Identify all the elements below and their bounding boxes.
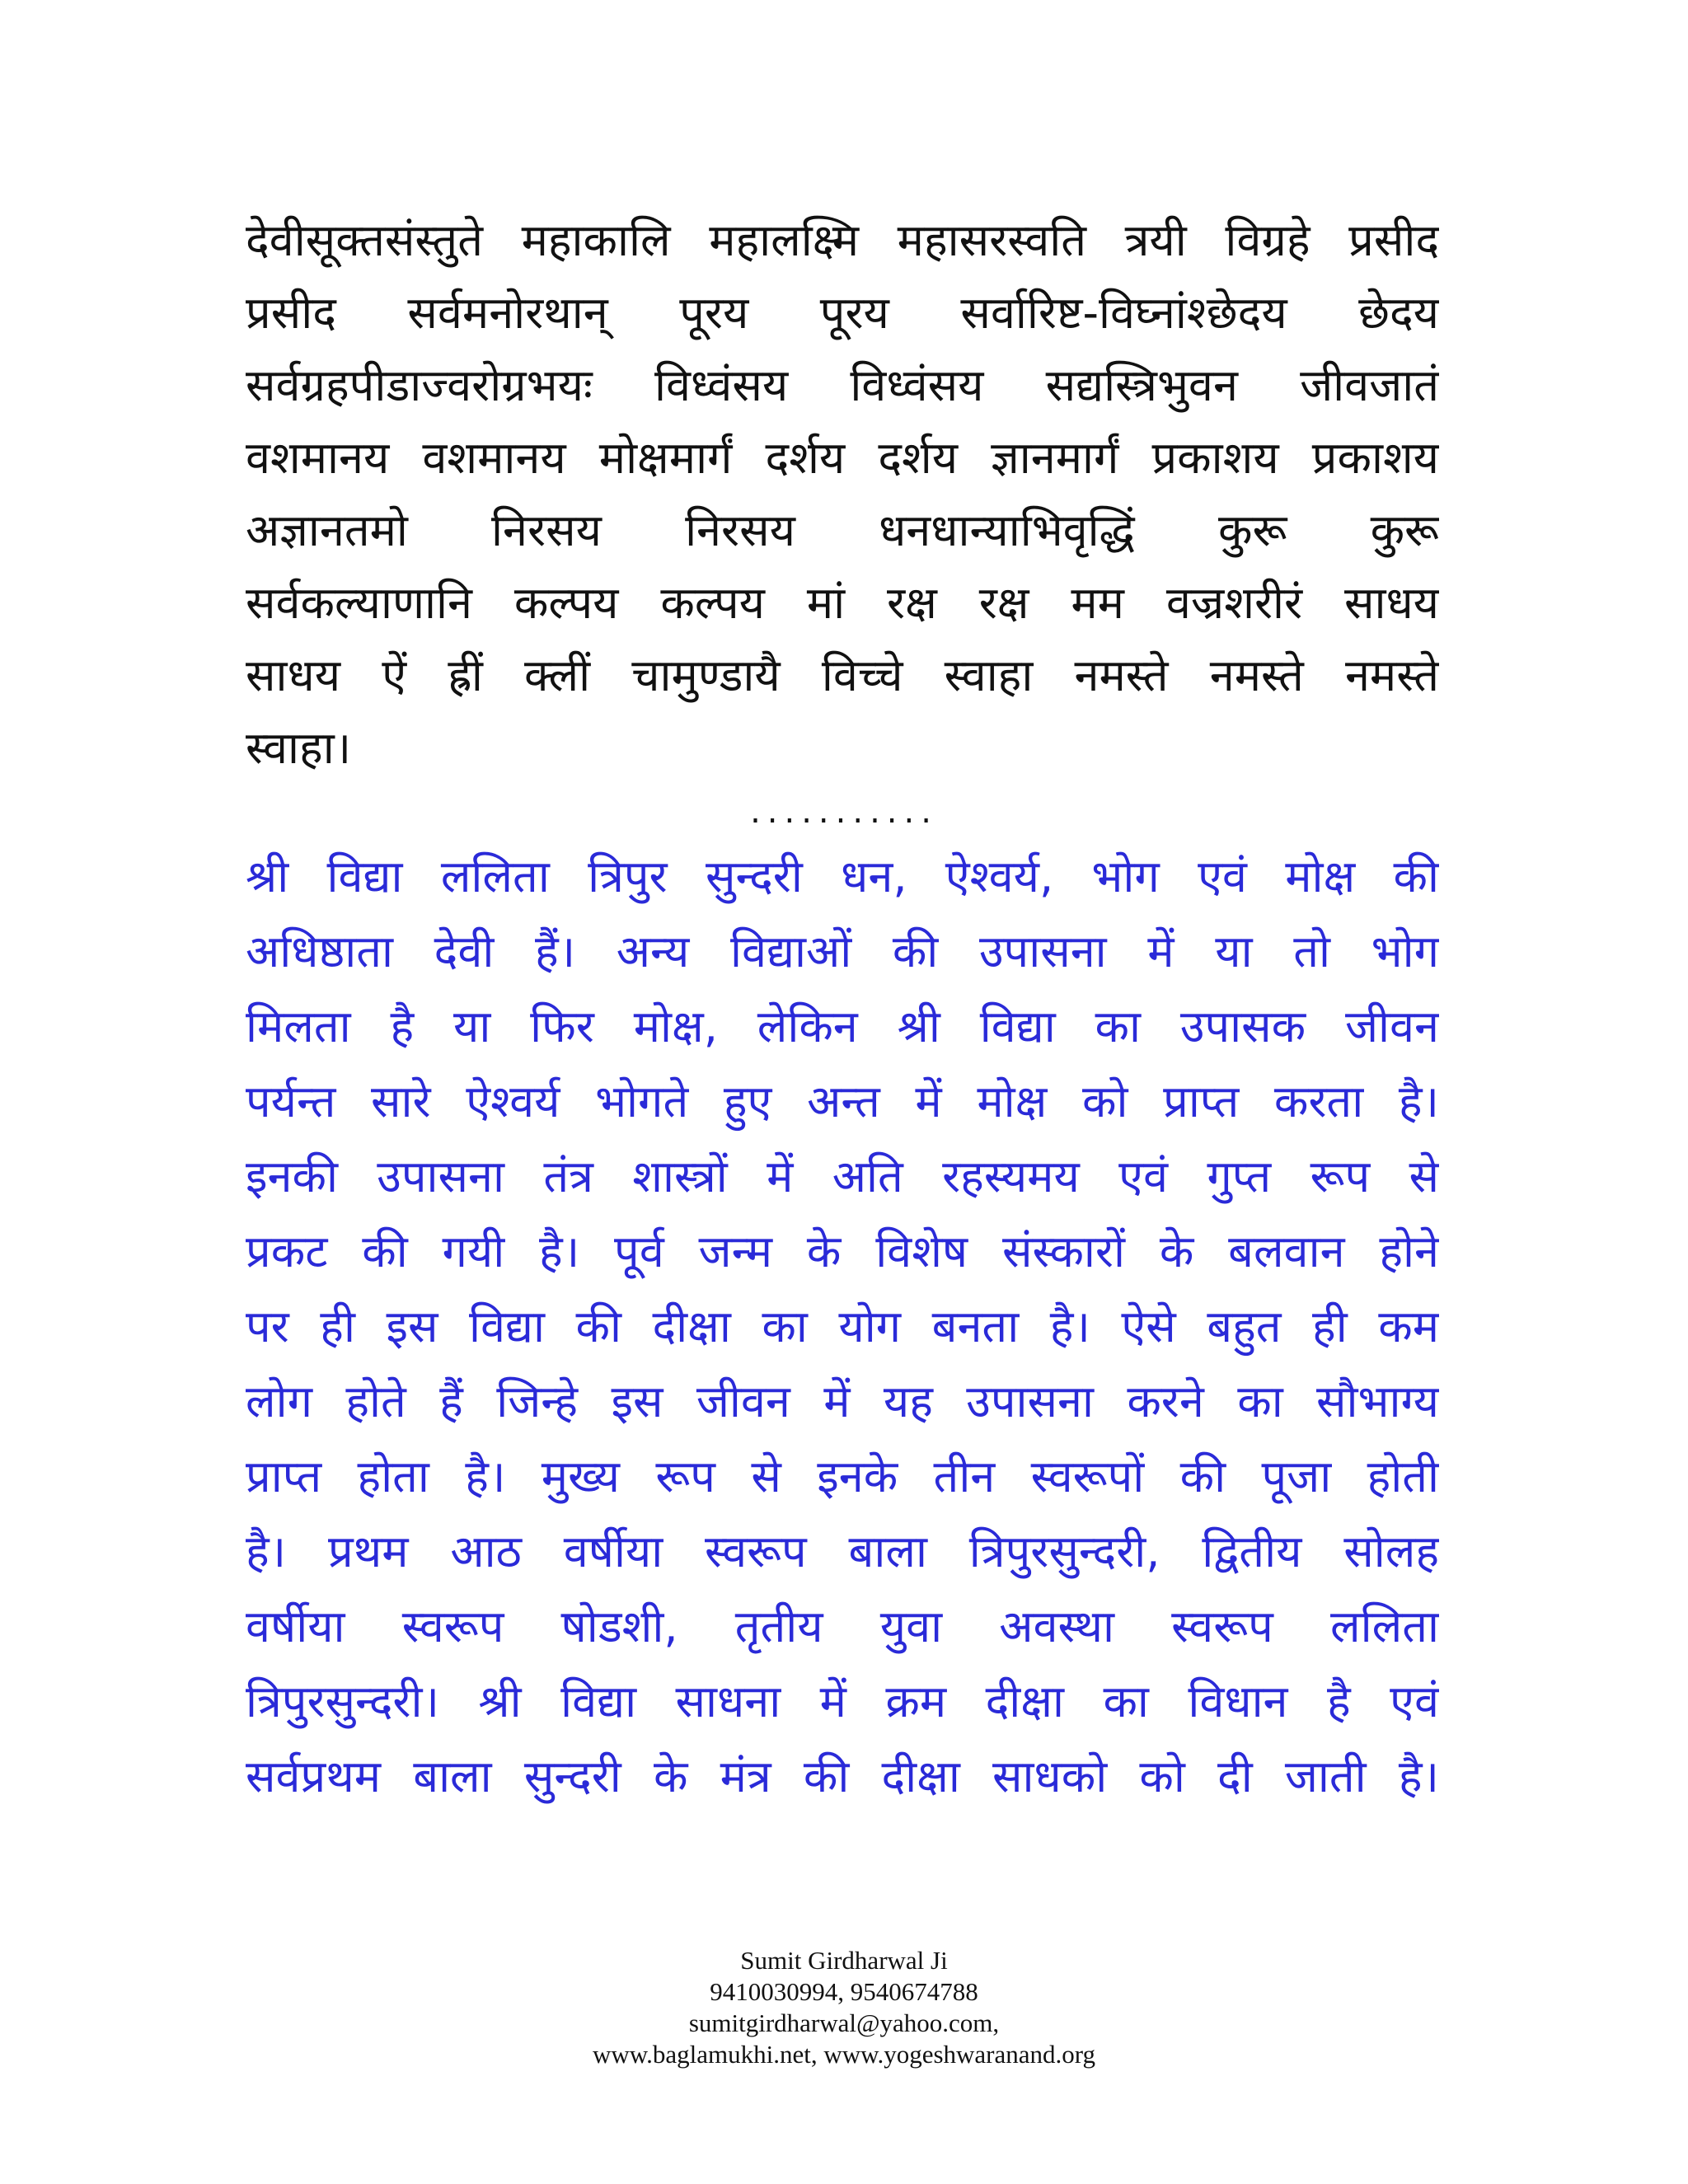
description-line: पर्यन्त सारे ऐश्वर्य भोगते हुए अन्त में मोक्ष को प्राप्त करता है।: [246, 1076, 1439, 1127]
mantra-line: साधय ऐं ह्रीं क्लीं चामुण्डायै विच्चे स्वाहा नमस्ते नमस्ते नमस्ते: [246, 649, 1439, 701]
dotted-separator: ...........: [750, 793, 938, 831]
footer-websites: www.baglamukhi.net, www.yogeshwaranand.org: [592, 2040, 1096, 2069]
mantra-line: अज्ञानतमो निरसय निरसय धनधान्याभिवृद्धिं कुरू कुरू: [246, 504, 1439, 556]
footer-name: Sumit Girdharwal Ji: [740, 1946, 948, 1975]
description-line: अधिष्ठाता देवी हैं। अन्य विद्याओं की उपासना में या तो भोग: [246, 926, 1439, 977]
mantra-line: सर्वग्रहपीडाज्वरोग्रभयः विध्वंसय विध्वंसय सद्यस्त्रिभुवन जीवजातं: [246, 359, 1439, 411]
footer-email: sumitgirdharwal@yahoo.com,: [688, 2008, 1000, 2037]
description-line: प्राप्त होता है। मुख्य रूप से इनके तीन स्वरूपों की पूजा होती: [246, 1451, 1439, 1502]
description-line: है। प्रथम आठ वर्षीया स्वरूप बाला त्रिपुरसुन्दरी, द्वितीय सोलह: [246, 1526, 1439, 1577]
description-line: सर्वप्रथम बाला सुन्दरी के मंत्र की दीक्षा साधको को दी जाती है।: [246, 1750, 1439, 1802]
description-line: मिलता है या फिर मोक्ष, लेकिन श्री विद्या का उपासक जीवन: [246, 1001, 1439, 1052]
description-line: वर्षीया स्वरूप षोडशी, तृतीय युवा अवस्था स्वरूप ललिता: [246, 1601, 1439, 1652]
description-line: त्रिपुरसुन्दरी। श्री विद्या साधना में क्रम दीक्षा का विधान है एवं: [246, 1675, 1439, 1727]
footer-phones: 9410030994, 9540674788: [710, 1977, 978, 2006]
mantra-line: देवीसूक्तसंस्तुते महाकालि महालक्ष्मि महासरस्वति त्रयी विग्रहे प्रसीद: [246, 214, 1439, 266]
description-line: पर ही इस विद्या की दीक्षा का योग बनता है। ऐसे बहुत ही कम: [246, 1301, 1439, 1352]
mantra-paragraph: [246, 204, 1439, 785]
description-line: श्री विद्या ललिता त्रिपुर सुन्दरी धन, ऐश्वर्य, भोग एवं मोक्ष की: [246, 851, 1439, 902]
mantra-line: स्वाहा।: [246, 722, 352, 774]
description-line: प्रकट की गयी है। पूर्व जन्म के विशेष संस्कारों के बलवान होने: [246, 1226, 1439, 1277]
mantra-line: प्रसीद सर्वमनोरथान् पूरय पूरय सर्वारिष्ट-विघ्नांश्छेदय छेदय: [246, 287, 1439, 339]
description-paragraph: [246, 839, 1439, 1814]
description-line: लोग होते हैं जिन्हे इस जीवन में यह उपासना करने का सौभाग्य: [246, 1376, 1439, 1427]
mantra-line: वशमानय वशमानय मोक्षमार्गं दर्शय दर्शय ज्ञानमार्गं प्रकाशय प्रकाशय: [246, 432, 1439, 484]
mantra-line: सर्वकल्याणानि कल्पय कल्पय मां रक्ष रक्ष मम वज्रशरीरं साधय: [246, 577, 1439, 629]
description-line: इनकी उपासना तंत्र शास्त्रों में अति रहस्यमय एवं गुप्त रूप से: [246, 1151, 1439, 1202]
footer-contact: [0, 1945, 1688, 2070]
